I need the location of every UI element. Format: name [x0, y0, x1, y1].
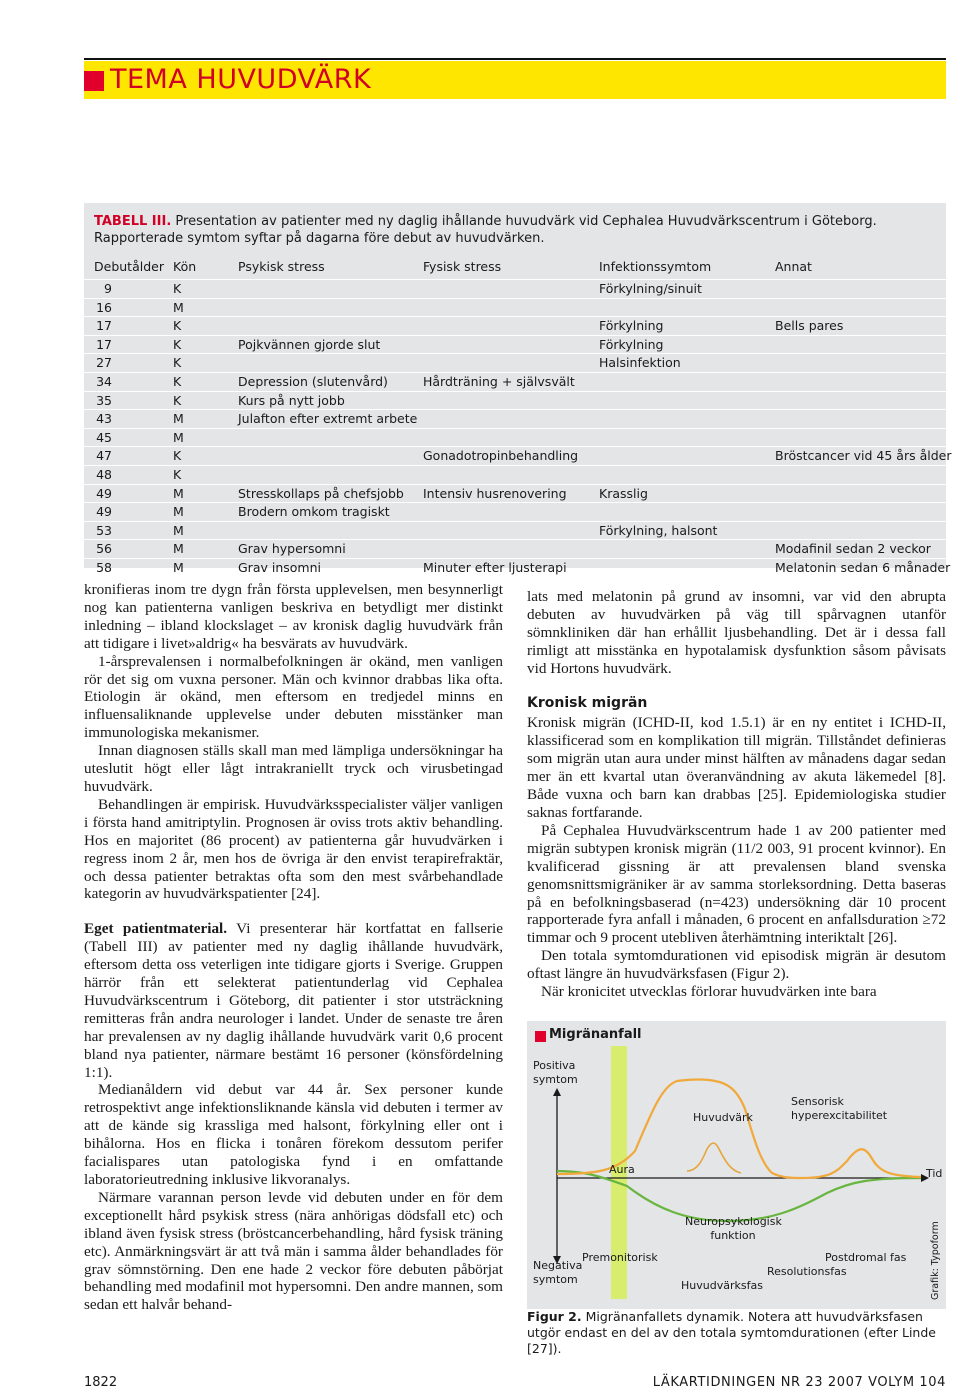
- paragraph: [84, 920, 503, 1081]
- table-cell: Förkylning: [599, 318, 664, 334]
- paragraph: Kronisk migrän (ICHD-II, kod 1.5.1) är en ny entitet i ICHD-II, klassificerad som en komplikation till migrän. Tillståndet definieras som migrän utan aura under minst hälften av månadens dagar sedan mer än ett kvartal utan överanvändning av akuta läkemedel [8]. Både vuxna och barn kan drabbas [25]. Epidemiologiska studier saknas fortfarande.: [527, 714, 946, 821]
- table-cell: 35: [96, 392, 112, 408]
- table-cell: 17: [96, 336, 112, 352]
- table-cell: 48: [96, 466, 112, 482]
- table-cell: 56: [96, 541, 112, 557]
- paragraph: Innan diagnosen ställs skall man med lämpliga undersökningar ha uteslutit högt eller lågt intrakraniellt tryck och virusbetingad huvudvärk.: [84, 742, 503, 795]
- table-row: [84, 279, 946, 298]
- up-arrow-icon: [553, 1088, 561, 1096]
- label-resolution: Resolutionsfas: [767, 1265, 847, 1278]
- paragraph: 1-årsprevalensen i normalbefolkningen är okänd, men vanligen rör det sig om vuxna personer. Män och kvinnor drabbas lika ofta. Etiologin är okänd, men eftersom en tredjedel minns en influensaliknande upplevelse under debuten misstänker man immunologiska mekanismer.: [84, 652, 503, 742]
- figure-box: [527, 1021, 946, 1309]
- table-header: [84, 259, 946, 277]
- table-cell: 9: [104, 281, 112, 296]
- table-cell: 45: [96, 429, 112, 445]
- paragraph: På Cephalea Huvudvärkscentrum hade 1 av 200 patienter med migrän subtypen kronisk migrän (11/2 003, 91 procent kvinnor). En kvalificerad gissning är att prevalensen bland svenska genomsnittsmigräniker är av samma storleksordning. Detta baseras på en befolkningsbaserad (n=423) undersökning där 10 procent rapporterade fyra anfall i månaden, 6 procent en anfallsduration ≥72 timmar och 9 procent utebliven återhämtning interiktalt [26].: [527, 821, 946, 947]
- right-column: [527, 588, 946, 1001]
- table-cell: M: [173, 429, 184, 445]
- table-cell: M: [173, 541, 184, 557]
- table-cell: 53: [96, 522, 112, 538]
- section-band: [84, 61, 946, 99]
- table-cell: Kurs på nytt jobb: [238, 392, 345, 408]
- table-cell: Julafton efter extremt arbete: [238, 411, 418, 427]
- figure-caption: [527, 1309, 946, 1357]
- header-rule: [84, 58, 946, 60]
- paragraph: Den totala symtomdurationen vid episodisk migrän är desutom oftast längre än huvudvärksfasen (Figur 2).: [527, 947, 946, 983]
- figure-caption-text: Migränanfallets dynamik. Notera att huvudvärksfasen utgör endast en del av den totala symtomdurationen (efter Linde [27]).: [527, 1309, 936, 1356]
- table-cell: K: [173, 466, 182, 482]
- col-header: Annat: [775, 259, 812, 274]
- table-row: [84, 298, 946, 317]
- table-cell: Halsinfektion: [599, 355, 681, 371]
- table-row: [84, 558, 951, 577]
- figure-caption-label: Figur 2.: [527, 1309, 582, 1324]
- label-negative: Negativa symtom: [533, 1259, 583, 1286]
- table-cell: M: [173, 299, 184, 315]
- label-premonitory: Premonitorisk: [582, 1251, 658, 1264]
- table-cell: Grav hypersomni: [238, 541, 346, 557]
- table-cell: Brodern omkom tragiskt: [238, 504, 390, 520]
- table-row: [84, 335, 946, 354]
- label-postdromal: Postdromal fas: [825, 1251, 907, 1264]
- label-sensory: Sensorisk hyperexcitabilitet: [791, 1095, 888, 1122]
- figure-title: Migränanfall: [549, 1027, 642, 1042]
- label-headache: Huvudvärk: [693, 1111, 753, 1124]
- table-cell: 34: [96, 373, 112, 389]
- col-header: Debutålder: [94, 259, 164, 274]
- table-cell: K: [173, 448, 182, 464]
- table-cell: K: [173, 336, 182, 352]
- publication-info: LÄKARTIDNINGEN NR 23 2007 VOLYM 104: [652, 1375, 946, 1390]
- table-row: [84, 446, 952, 465]
- table-cell: 49: [96, 485, 112, 501]
- table-row: [84, 465, 946, 484]
- sensory-curve: [687, 1143, 741, 1173]
- paragraph-text: Vi presenterar här kortfattat en fallserie (Tabell III) av patienter med ny daglig ihållande huvudvärk, eftersom detta oss veterligen inte tidigare gjorts i Sverige. Gruppen härrör från ett selekterat patientunderlag vid Cephalea Huvudvärkscentrum i Göteborg, dit patienter i stor utsträckning remitteras från andra neurologer i landet. Under de senaste tre åren har prevalensen av ny daglig ihållande huvudvärk varit 0,6 procent bland nya patienter, närmare bestämt 16 personer (könsfördelning 1:1).: [84, 920, 503, 1081]
- migraine-diagram: [527, 1021, 946, 1309]
- table-cell: 43: [96, 411, 112, 427]
- table-cell: 16: [96, 299, 112, 315]
- table-caption: [94, 213, 939, 247]
- table-cell: Förkylning, halsont: [599, 522, 718, 538]
- table-cell: Intensiv husrenovering: [423, 485, 567, 501]
- table-row: [84, 316, 946, 335]
- table-caption-text: Presentation av patienter med ny daglig ihållande huvudvärk vid Cephalea Huvudvärkscentrum i Göteborg. Rapporterade symtom syftar på dagarna före debut av huvudvärken.: [94, 214, 877, 246]
- paragraph: Medianåldern vid debut var 44 år. Sex personer kunde retrospektivt ange infektionsliknande känsla vid debuten i termer av att de kände sig krassliga med halsont, förkylning eller ont i bihålorna. Hos en flicka i tonåren förekom dessutom perifer facialispares utan patologiska fynd i en omfattande laboratorieutredning inklusive likvoranalys.: [84, 1081, 503, 1188]
- table-cell: Depression (slutenvård): [238, 373, 388, 389]
- table-row: [84, 539, 946, 558]
- table-cell: K: [173, 392, 182, 408]
- table-cell: Hårdträning + självsvält: [423, 373, 575, 389]
- table-cell: 49: [96, 504, 112, 520]
- table-cell: Gonadotropinbehandling: [423, 448, 579, 464]
- left-column: [84, 581, 503, 1314]
- table-row: [84, 353, 946, 372]
- label-aura: Aura: [609, 1163, 635, 1176]
- table-row: [84, 391, 946, 410]
- table-cell: K: [173, 373, 182, 389]
- table-cell: Grav insomni: [238, 559, 321, 575]
- col-header: Infektionssymtom: [599, 259, 712, 274]
- table-row: [84, 521, 946, 540]
- table-cell: K: [173, 318, 182, 334]
- table-row: [84, 428, 946, 447]
- col-header: Kön: [173, 259, 197, 274]
- table-row: [84, 409, 946, 428]
- table-row: [84, 372, 946, 391]
- paragraph: Närmare varannan person levde vid debuten under en för dem exceptionellt hård psykisk stress (nära anhörigas dödsfall etc) och ibland även fysisk stress (bröstcancerbehandling, hård fysisk träning etc). Anmärkningsvärt är att två män i samma ålder behandlades för grav sömnstörning. Den ene hade 2 veckor före debuten påbörjat behandling med modafinil mot hypersomni. Den andre mannen, som sedan ett halvår behand-: [84, 1188, 503, 1314]
- paragraph: Behandlingen är empirisk. Huvudvärksspecialister väljer vanligen i första hand amitriptylin. Prognosen är oviss trots aktiv behandling. Hos en majoritet (86 procent) av patienterna går huvudvärken i regress inom 2 år, men hos de övriga är den envist terapirefraktär, och dessa patienter betraktas ofta som den mest svårbehandlade kategorin av huvudvärkspatienter [24].: [84, 795, 503, 903]
- table-cell: Pojkvännen gjorde slut: [238, 336, 381, 352]
- label-headache-phase: Huvudvärksfas: [681, 1279, 763, 1292]
- table-cell: M: [173, 559, 184, 575]
- paragraph: kronifieras inom tre dygn från första upplevelsen, men besynnerligt nog kan patienterna vanligen beskriva en betydligt mer distinkt inledning – ibland klockslaget – av kronisk daglig huvudvärk från att tidigare i livet»aldrig« ha besvärats av huvudvärk.: [84, 581, 503, 652]
- table-row: [84, 502, 946, 521]
- table-row: [84, 484, 946, 503]
- paragraph-lead: Eget patientmaterial.: [84, 920, 228, 938]
- table-cell: Minuter efter ljusterapi: [423, 559, 567, 575]
- table-label: TABELL III.: [94, 214, 172, 229]
- table-cell: 27: [96, 355, 112, 371]
- table-cell: Melatonin sedan 6 månader: [775, 559, 951, 575]
- table-cell: 47: [96, 448, 112, 464]
- col-header: Fysisk stress: [423, 259, 502, 274]
- table-cell: Stresskollaps på chefsjobb: [238, 485, 404, 501]
- table-cell: Förkylning/sinuit: [599, 281, 702, 296]
- section-heading: Kronisk migrän: [527, 694, 648, 711]
- graphic-credit: Grafik: Typoform: [930, 1221, 941, 1300]
- table-cell: M: [173, 485, 184, 501]
- table-cell: M: [173, 504, 184, 520]
- table-cell: M: [173, 411, 184, 427]
- section-marker: [84, 71, 104, 91]
- table-cell: K: [173, 281, 182, 296]
- col-header: Psykisk stress: [238, 259, 325, 274]
- paragraph: lats med melatonin på grund av insomni, var vid den abrupta debuten av huvudvärken på väg till spårvagnen utanför sömnkliniken där han erhållit ljusbehandling. Det är i dessa fall rimligt att misstänka en hypotalamisk dysfunktion såsom påvisats vid Hortons huvudvärk.: [527, 588, 946, 677]
- table-cell: 58: [96, 559, 112, 575]
- table-cell: Modafinil sedan 2 veckor: [775, 541, 931, 557]
- table-cell: M: [173, 522, 184, 538]
- table-box: [84, 203, 952, 575]
- label-neuropsych: Neuropsykologisk funktion: [685, 1215, 782, 1242]
- paragraph: När kronicitet utvecklas förlorar huvudvärken inte bara: [541, 983, 877, 1001]
- table-cell: Förkylning: [599, 336, 664, 352]
- section-title: TEMA HUVUDVÄRK: [110, 64, 372, 95]
- label-time: Tid: [926, 1167, 943, 1180]
- table-cell: K: [173, 355, 182, 371]
- page-number: 1822: [84, 1375, 118, 1390]
- table-cell: Krasslig: [599, 485, 648, 501]
- table-cell: Bröstcancer vid 45 års ålder: [775, 448, 952, 464]
- label-positive: Positiva symtom: [533, 1059, 578, 1086]
- table-body: [84, 279, 952, 577]
- table-cell: 17: [96, 318, 112, 334]
- table-cell: Bells pares: [775, 318, 844, 334]
